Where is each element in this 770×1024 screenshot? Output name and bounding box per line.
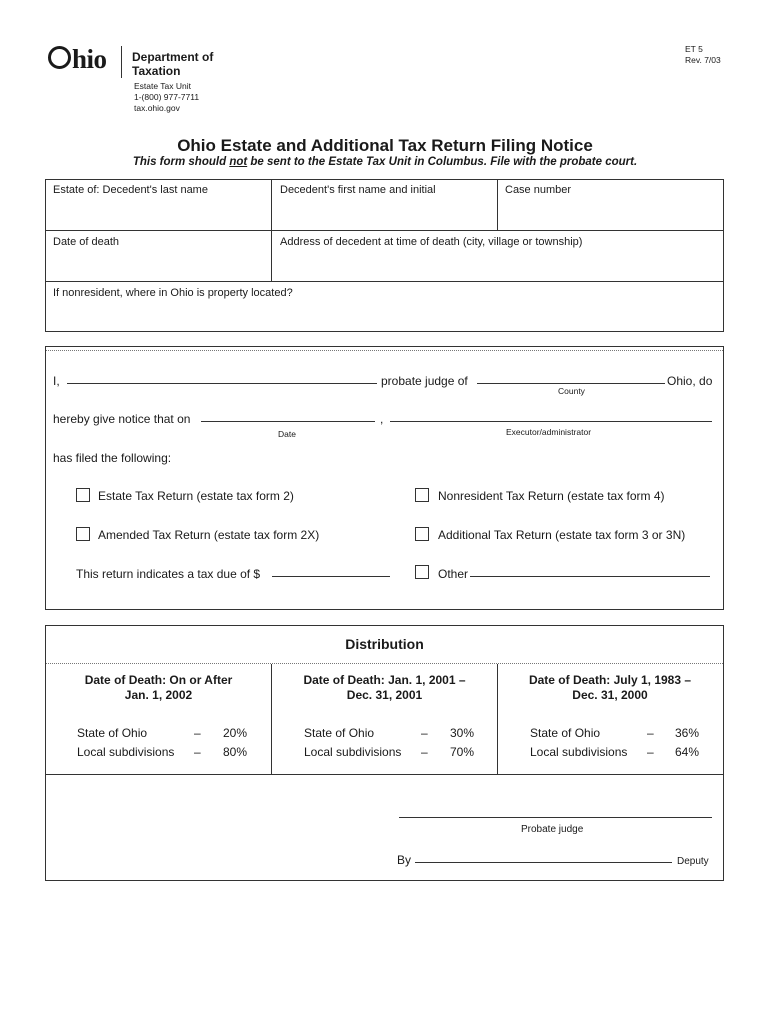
page-title: Ohio Estate and Additional Tax Return Filing Notice <box>177 136 593 155</box>
other-label: Other <box>438 567 469 581</box>
decedent-address-field[interactable]: Address of decedent at time of death (city, village or township) <box>280 236 583 248</box>
tax-due-label: This return indicates a tax due of $ <box>76 567 261 581</box>
other-line[interactable] <box>470 576 710 577</box>
department-line-2: Taxation <box>132 64 181 78</box>
amended-tax-return-label: Amended Tax Return (estate tax form 2X) <box>98 528 320 542</box>
nonresident-tax-return-label: Nonresident Tax Return (estate tax form 4) <box>438 489 665 503</box>
dist-col-2-state-dash: – <box>421 726 428 740</box>
dist-col-1-local-dash: – <box>194 745 201 759</box>
dist-col-3-state-pct: 36% <box>675 726 700 740</box>
give-notice-label: hereby give notice that on <box>53 412 191 426</box>
executor-line[interactable] <box>390 421 712 422</box>
dist-col-2-local-dash: – <box>421 745 428 759</box>
tax-due-amount-line[interactable] <box>272 576 390 577</box>
notice-comma: , <box>380 412 384 426</box>
dist-col-3-local-name: Local subdivisions <box>530 745 628 759</box>
ohio-do-label: Ohio, do <box>667 374 713 388</box>
distribution-dotted-rule <box>46 663 723 664</box>
dist-col-1-state-pct: 20% <box>223 726 248 740</box>
dist-col-2-heading-line-2: Dec. 31, 2001 <box>346 688 423 702</box>
probate-judge-signature-line[interactable] <box>399 817 712 818</box>
page-subtitle <box>0 156 770 168</box>
judge-name-line[interactable] <box>67 383 377 384</box>
distribution-row-divider <box>46 774 723 775</box>
estate-tax-unit: Estate Tax Unit <box>134 81 192 91</box>
dist-col-1-state-dash: – <box>194 726 201 740</box>
decedent-col-divider-2 <box>497 180 498 230</box>
subtitle-part-1: This form should <box>132 156 230 168</box>
other-checkbox[interactable] <box>415 565 429 579</box>
distribution-title: Distribution <box>345 636 424 652</box>
dist-col-1-heading <box>46 673 271 703</box>
contact-info <box>134 81 199 114</box>
estate-tax-return-label: Estate Tax Return (estate tax form 2) <box>98 489 294 503</box>
logo-divider <box>121 46 122 78</box>
form-code: ET 5 <box>685 44 703 54</box>
nonresident-property-field[interactable]: If nonresident, where in Ohio is property located? <box>53 287 293 299</box>
nonresident-tax-return-checkbox[interactable] <box>415 488 429 502</box>
decedent-row-divider-1 <box>46 230 723 231</box>
dist-col-3-heading-line-1: Date of Death: July 1, 1983 – <box>528 673 692 687</box>
last-name-field[interactable]: Estate of: Decedent's last name <box>53 184 208 196</box>
dist-col-2-local-pct: 70% <box>450 745 475 759</box>
ohio-logo-o-icon <box>48 46 71 69</box>
ohio-logo-word: hio <box>72 44 107 74</box>
dist-col-3-heading <box>498 673 722 703</box>
date-of-death-field[interactable]: Date of death <box>53 236 120 248</box>
dist-col-3-state-dash: – <box>647 726 654 740</box>
decedent-col-divider-1 <box>271 180 272 281</box>
subtitle-emphasis: not <box>229 156 248 168</box>
dist-col-2-state-name: State of Ohio <box>304 726 375 740</box>
dist-col-3-state-name: State of Ohio <box>530 726 601 740</box>
probate-judge-of-label: probate judge of <box>381 374 468 388</box>
date-caption: Date <box>278 429 296 439</box>
deputy-signature-line[interactable] <box>415 862 672 863</box>
dist-col-1-local-pct: 80% <box>223 745 248 759</box>
dist-col-1-heading-line-1: Date of Death: On or After <box>84 673 233 687</box>
i-label: I, <box>53 374 60 388</box>
amended-tax-return-checkbox[interactable] <box>76 527 90 541</box>
deputy-caption: Deputy <box>677 856 709 867</box>
dist-col-1-state-name: State of Ohio <box>77 726 148 740</box>
revision-date: Rev. 7/03 <box>685 55 721 65</box>
county-caption: County <box>558 386 585 396</box>
additional-tax-return-label: Additional Tax Return (estate tax form 3 or 3N) <box>438 528 686 542</box>
department-line-1: Department of <box>132 50 214 64</box>
notice-date-line[interactable] <box>201 421 375 422</box>
first-name-field[interactable]: Decedent's first name and initial <box>280 184 436 196</box>
department-name <box>132 50 213 78</box>
additional-tax-return-checkbox[interactable] <box>415 527 429 541</box>
dist-col-1-local-name: Local subdivisions <box>77 745 175 759</box>
notice-top-dotted-rule <box>46 350 723 351</box>
county-line[interactable] <box>477 383 665 384</box>
dist-col-2-heading-line-1: Date of Death: Jan. 1, 2001 – <box>303 673 466 687</box>
dist-col-3-heading-line-2: Dec. 31, 2000 <box>572 688 648 702</box>
form-code-block <box>685 44 721 66</box>
phone-number: 1-(800) 977-7711 <box>134 92 200 102</box>
probate-judge-caption: Probate judge <box>521 824 584 835</box>
by-label: By <box>397 853 412 867</box>
estate-tax-return-checkbox[interactable] <box>76 488 90 502</box>
decedent-row-divider-2 <box>46 281 723 282</box>
website: tax.ohio.gov <box>134 103 180 113</box>
subtitle-part-2: be sent to the Estate Tax Unit in Columbus. File with the probate court. <box>247 156 638 168</box>
dist-col-2-heading <box>272 673 497 703</box>
executor-caption: Executor/administrator <box>506 427 592 437</box>
dist-col-3-local-dash: – <box>647 745 654 759</box>
case-number-field[interactable]: Case number <box>505 184 572 196</box>
dist-col-2-local-name: Local subdivisions <box>304 745 402 759</box>
ohio-logo <box>48 44 107 75</box>
has-filed-label: has filed the following: <box>53 451 172 465</box>
dist-col-3-local-pct: 64% <box>675 745 700 759</box>
dist-col-2-state-pct: 30% <box>450 726 475 740</box>
dist-col-1-heading-line-2: Jan. 1, 2002 <box>124 688 193 702</box>
